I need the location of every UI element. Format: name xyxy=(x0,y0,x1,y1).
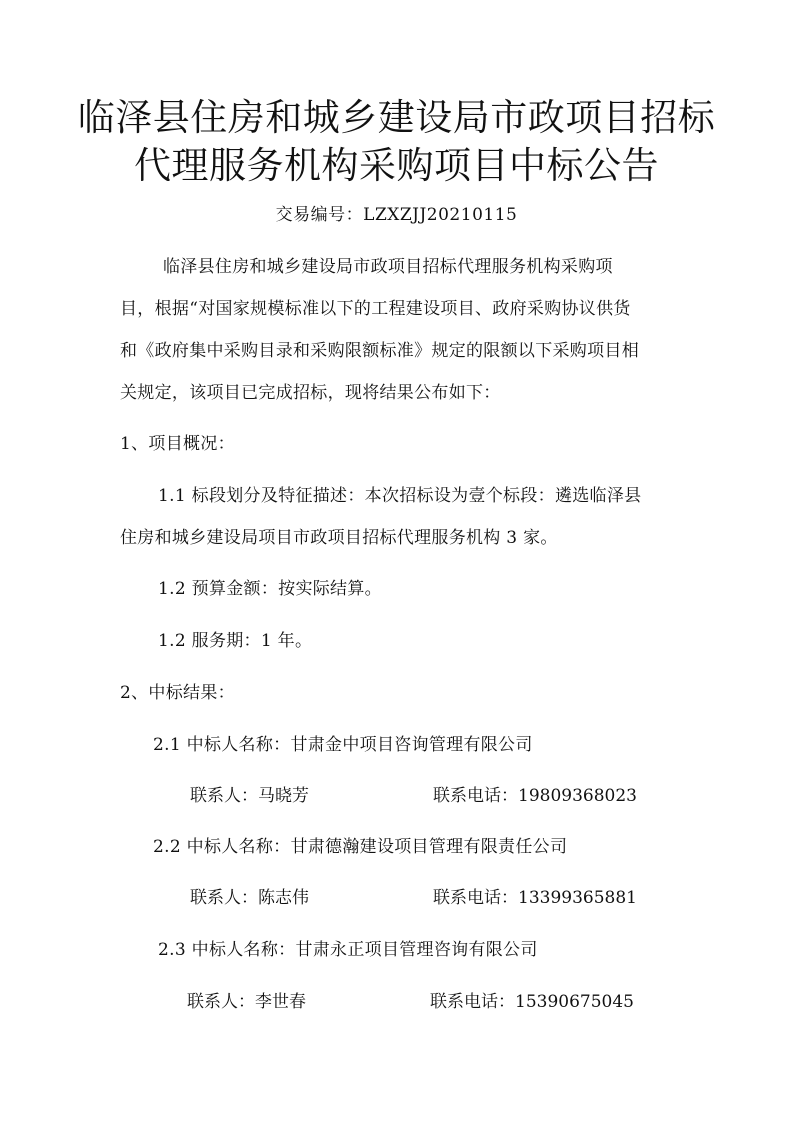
document-title-line-1: 临泽县住房和城乡建设局市政项目招标 xyxy=(77,96,716,139)
winner-1-contact: 联系人：马晓芳 xyxy=(190,786,309,806)
intro-line-2: 目，根据“对国家规模标准以下的工程建设项目、政府采购协议供货 xyxy=(120,299,631,319)
section-2-heading: 2、中标结果： xyxy=(120,683,235,703)
section-1-item-1-line-1: 1.1 标段划分及特征描述：本次招标设为壹个标段：遴选临泽县 xyxy=(158,486,642,506)
section-1-item-2: 1.2 预算金额：按实际结算。 xyxy=(158,579,382,599)
winner-3-name: 2.3 中标人名称：甘肃永正项目管理咨询有限公司 xyxy=(158,940,538,960)
section-1-heading: 1、项目概况： xyxy=(120,434,235,454)
winner-3-contact: 联系人：李世春 xyxy=(187,992,306,1012)
section-1-item-3: 1.2 服务期：1 年。 xyxy=(158,631,313,651)
section-1-item-1-line-2: 住房和城乡建设局项目市政项目招标代理服务机构 3 家。 xyxy=(120,528,558,548)
intro-line-1: 临泽县住房和城乡建设局市政项目招标代理服务机构采购项 xyxy=(163,257,613,277)
winner-2-phone: 联系电话：13399365881 xyxy=(433,888,637,908)
transaction-number: 交易编号：LZXZJJ20210115 xyxy=(275,205,518,225)
winner-1-phone: 联系电话：19809368023 xyxy=(433,786,637,806)
winner-1-name: 2.1 中标人名称：甘肃金中项目咨询管理有限公司 xyxy=(153,735,533,755)
winner-2-contact: 联系人：陈志伟 xyxy=(190,888,309,908)
document-title-line-2: 代理服务机构采购项目中标公告 xyxy=(134,144,659,187)
intro-line-3: 和《政府集中采购目录和采购限额标准》规定的限额以下采购项目相 xyxy=(120,341,639,361)
winner-2-name: 2.2 中标人名称：甘肃德瀚建设项目管理有限责任公司 xyxy=(153,837,568,857)
winner-3-phone: 联系电话：15390675045 xyxy=(430,992,634,1012)
intro-line-4: 关规定，该项目已完成招标，现将结果公布如下： xyxy=(120,383,501,403)
